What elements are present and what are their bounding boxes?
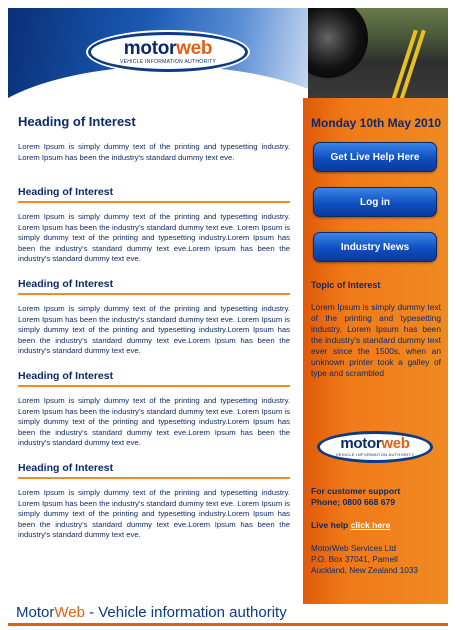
footer	[8, 604, 448, 626]
header-road-image	[308, 8, 448, 98]
customer-support	[311, 486, 400, 508]
section-paragraph: Lorem Ipsum is simply dummy text of the printing and typesetting industry. Lorem Ipsum has been the industry's standard dummy text eve. Lorem Ipsum is simply dummy text of the printing and typesetting industry.Lorem Ipsum has been the industry's standard dummy text eve.Lorem Ipsum has been the industry's standard dummy text eve.	[18, 396, 290, 448]
main-title: Heading of Interest	[18, 114, 136, 129]
topic-text: Lorem Ipsum is simply dummy text of the printing and typesetting industry. Lorem Ipsum has been the industry's standard dummy text ever since the 1500s, when an unknown printer took a galley of type and scrambled	[311, 302, 441, 378]
company-address	[311, 543, 418, 576]
address-line: Auckland, New Zealand 1033	[311, 566, 418, 575]
section-heading: Heading of Interest	[18, 186, 290, 203]
footer-rule	[8, 623, 448, 626]
logo-wordmark: motorweb	[123, 37, 213, 59]
section-paragraph: Lorem Ipsum is simply dummy text of the printing and typesetting industry. Lorem Ipsum has been the industry's standard dummy text eve. Lorem Ipsum is simply dummy text of the printing and typesetting industry.Lorem Ipsum has been the industry's standard dummy text eve.Lorem Ipsum has been the industry's standard dummy text eve.	[18, 212, 290, 264]
sidebar-date: Monday 10th May 2010	[311, 116, 442, 130]
live-help-line	[311, 520, 390, 530]
live-help-label: Live help	[311, 520, 349, 530]
logo-tagline: VEHICLE INFORMATION AUTHORITY	[335, 452, 415, 457]
click-here-link[interactable]: click here	[350, 520, 391, 530]
sidebar	[303, 98, 448, 604]
sidebar-logo[interactable]	[317, 431, 433, 463]
section-paragraph: Lorem Ipsum is simply dummy text of the printing and typesetting industry. Lorem Ipsum has been the industry's standard dummy text eve. Lorem Ipsum is simply dummy text of the printing and typesetting industry.Lorem Ipsum has been the industry's standard dummy text eve.Lorem Ipsum has been the industry's standard dummy text eve.	[18, 304, 290, 356]
support-line: For customer support	[311, 486, 401, 496]
address-line: MotorWeb Services Ltd	[311, 544, 396, 553]
industry-news-button[interactable]: Industry News	[313, 232, 437, 262]
section-heading: Heading of Interest	[18, 370, 290, 387]
live-help-button[interactable]: Get Live Help Here	[313, 142, 437, 172]
footer-brand: MotorWeb - Vehicle information authority	[16, 604, 287, 621]
section-paragraph: Lorem Ipsum is simply dummy text of the printing and typesetting industry. Lorem Ipsum has been the industry's standard dummy text eve. Lorem Ipsum is simply dummy text of the printing and typesetting industry.Lorem Ipsum has been the industry's standard dummy text eve.Lorem Ipsum has been the industry's standard dummy text eve.	[18, 488, 290, 540]
section-heading: Heading of Interest	[18, 462, 290, 479]
login-button[interactable]: Log in	[313, 187, 437, 217]
logo-wordmark: motorweb	[340, 435, 410, 452]
logo-tagline: VEHICLE INFORMATION AUTHORITY	[119, 58, 217, 65]
header-banner	[8, 8, 448, 98]
tyre-image	[308, 8, 368, 78]
header-logo[interactable]	[88, 32, 248, 72]
intro-paragraph: Lorem Ipsum is simply dummy text of the printing and typesetting industry. Lorem Ipsum has been the industry's standard dummy text eve.	[18, 142, 290, 162]
topic-heading: Topic of Interest	[311, 280, 381, 290]
address-line: P.O. Box 37041, Parnell	[311, 555, 398, 564]
support-phone: Phone; 0800 668 679	[311, 497, 396, 507]
section-heading: Heading of Interest	[18, 278, 290, 295]
